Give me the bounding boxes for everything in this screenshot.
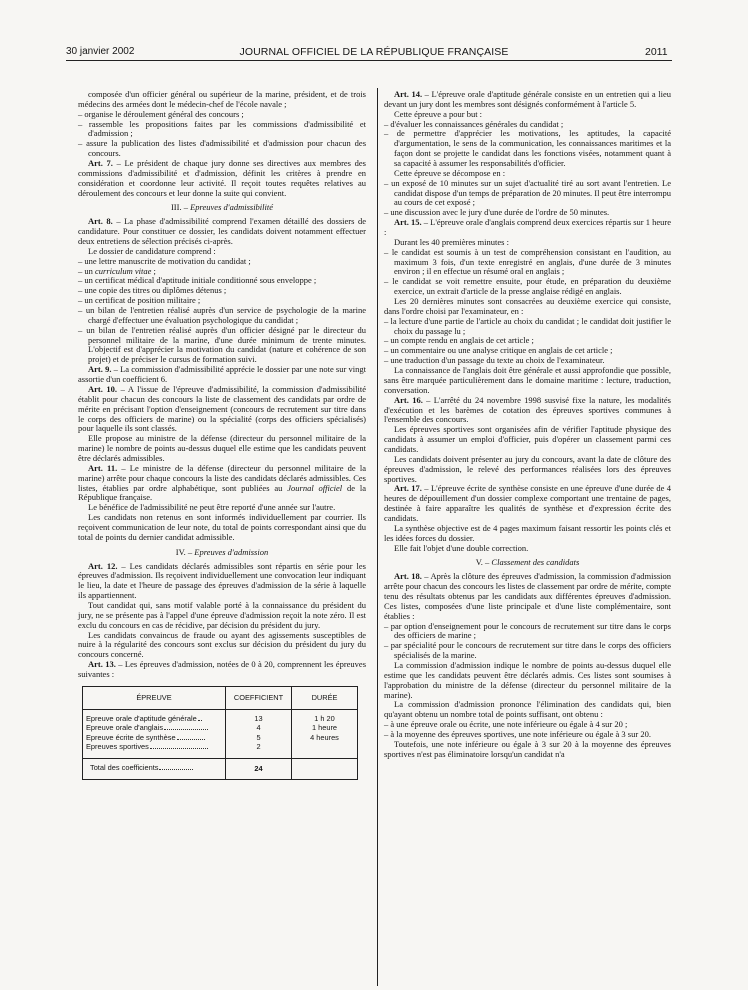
total-label: Total des coefficients bbox=[90, 764, 159, 773]
list-item: – une discussion avec le jury d'une durée de l'ordre de 50 minutes. bbox=[384, 207, 610, 218]
list-item: – le candidat se voit remettre ensuite, pour étude, en préparation du deuxième exercice, un extrait d'article de la presse anglaise rédigé en anglais. bbox=[384, 276, 671, 297]
table-header-row bbox=[83, 686, 358, 709]
total-duree-empty bbox=[292, 758, 358, 779]
paragraph: La commission d'admission prononce l'élimination des candidats qui, bien qu'ayant obtenu un nombre total de points suffisant, ont obtenu : bbox=[384, 699, 671, 720]
paragraph: Les 20 dernières minutes sont consacrées au deuxième exercice qui consiste, dans l'ordre choisi par l'examinateur, en : bbox=[384, 296, 671, 316]
paragraph: Les candidats convaincus de fraude ou ayant des agissements susceptibles de nuire à la régularité des concours sont exclus sur décision du président du jury du concours concerné. bbox=[78, 629, 366, 660]
left-column bbox=[78, 90, 366, 780]
article-17 bbox=[384, 484, 671, 523]
epreuve-name: Epreuve écrite de synthèse bbox=[86, 733, 176, 742]
paragraph: Les candidats non retenus en sont informés individuellement par courrier. Ils reçoivent communication de leur note, du total de points correspondant ainsi que du total de points du dernier candidat admissible. bbox=[78, 512, 366, 542]
article-text: – Après la clôture des épreuves d'admission, la commission d'admission arrête pour chacun des concours les listes de classement par ordre de mérite, compte tenu des résultats obtenus par les candidats aux différentes épreuves d'admission. Ces listes, composées d'une liste principale et d'une liste complémentaire, sont établies : bbox=[384, 571, 671, 621]
list-item: – un exposé de 10 minutes sur un sujet d'actualité tiré au sort avant l'entretien. Le candidat dispose d'un temps de préparation de 20 minutes. Il peut être interrompu au cours de cet exposé ; bbox=[384, 177, 671, 208]
article-text: – La phase d'admissibilité comprend l'examen détaillé des dossiers de candidature. Pour constituer ce dossier, les candidats doivent notamment effectuer deux entretiens de sélection précisés ci-après. bbox=[78, 216, 366, 247]
list-item: – un bilan de l'entretien réalisé auprès d'un officier désigné par le directeur du personnel militaire de la marine, d'une durée minimum de trente minutes. L'objectif est d'apprécier la motivation du candidat (nature et cohérence de son projet) et de préciser le cursus de formation suivi. bbox=[78, 324, 366, 365]
list-item: – d'évaluer les connaissances générales du candidat ; bbox=[384, 118, 564, 129]
list-item: – la lecture d'une partie de l'article au choix du candidat ; le candidat doit justifier le choix du passage lu ; bbox=[384, 315, 671, 336]
article-16 bbox=[384, 396, 671, 426]
article-15 bbox=[384, 218, 671, 238]
article-text: – La commission d'admissibilité apprécie le dossier par une note sur vingt assortie d'un coefficient 6. bbox=[78, 364, 366, 385]
article-12 bbox=[78, 562, 366, 601]
column-header-duree: DURÉE bbox=[292, 686, 358, 709]
duree-value: 1 heure bbox=[311, 724, 338, 733]
paragraph: Cette épreuve a pour but : bbox=[394, 108, 483, 119]
list-item: – un bilan de l'entretien réalisé auprès d'un service de psychologie de la marine chargé d'effectuer une évaluation psychologique du candidat ; bbox=[78, 305, 366, 325]
section-title: Classement des candidats bbox=[491, 557, 580, 568]
article-13 bbox=[78, 660, 366, 680]
article-label: Art. 12. bbox=[88, 560, 118, 571]
column-header-coefficient: COEFFICIENT bbox=[226, 686, 292, 709]
paragraph: composée d'un officier général ou supérieur de la marine, président, et de trois médecins des armées dont le médecin-chef de l'école navale ; bbox=[78, 89, 366, 109]
epreuve-name: Epreuve orale d'aptitude générale bbox=[86, 714, 197, 723]
article-11 bbox=[78, 464, 366, 503]
article-text: – L'arrêté du 24 novembre 1998 susvisé fixe la nature, les modalités d'exécution et les barèmes de cotation des épreuves sportives communes à l'ensemble des concours. bbox=[384, 394, 671, 425]
article-label: Art. 13. bbox=[88, 659, 116, 670]
total-value: 24 bbox=[226, 758, 292, 779]
list-item: – par option d'enseignement pour le concours de recrutement sur titre dans le corps des officiers de marine ; bbox=[384, 620, 671, 641]
journal-officiel-italic: Journal officiel bbox=[287, 482, 343, 493]
page-header bbox=[0, 0, 748, 58]
list-item: – un compte rendu en anglais de cet article ; bbox=[384, 335, 534, 346]
epreuve-name: Epreuves sportives bbox=[86, 743, 149, 752]
article-label: Art. 8. bbox=[88, 216, 113, 227]
article-label: Art. 11. bbox=[88, 462, 118, 473]
paragraph: Elle propose au ministre de la défense (directeur du personnel militaire de la marine) le nombre de points au-dessus duquel elle estime que les candidats peuvent être déclarés admissibles. bbox=[78, 433, 366, 463]
coefficient-value: 4 bbox=[256, 724, 261, 733]
coefficient-cell bbox=[226, 709, 292, 758]
article-text: – L'épreuve orale d'aptitude générale consiste en un entretien qui a lieu devant un jury dont les membres sont désignés conformément à l'article 5. bbox=[384, 89, 672, 109]
list-item: – une copie des titres ou diplômes détenus ; bbox=[78, 285, 227, 296]
article-text: de la République française. bbox=[78, 482, 366, 503]
table-body-row bbox=[83, 709, 358, 758]
article-text: – L'épreuve écrite de synthèse consiste en une épreuve d'une durée de 4 heures de dépouillement d'un dossier complexe comportant une trentaine de pages, destinée à faire apparaître les qualités de synthèse et d'expression écrite des candidats. bbox=[384, 483, 671, 523]
list-item: – par spécialité pour le concours de recrutement sur titre dans le corps des officiers spécialisés de la marine. bbox=[384, 640, 671, 661]
table-row bbox=[86, 743, 222, 753]
paragraph: Le dossier de candidature comprend : bbox=[88, 245, 216, 256]
article-text: – L'épreuve orale d'anglais comprend deux exercices répartis sur 1 heure : bbox=[384, 217, 672, 238]
article-9 bbox=[78, 365, 366, 385]
column-divider bbox=[377, 88, 378, 986]
article-label: Art. 10. bbox=[88, 383, 118, 394]
list-item: – à la moyenne des épreuves sportives, une note inférieure ou égale à 3 sur 20. bbox=[384, 729, 651, 739]
article-text: – A l'issue de l'épreuve d'admissibilité, la commission d'admissibilité établit pour chacun des concours la liste de classement des candidats par ordre de mérite en précisant l'option d'enseignement (concours de recrutement sur titre dans le corps des officiers de marine) ou la spécialité (corps des officiers spécialisés) pour laquelle ils sont classés. bbox=[78, 383, 366, 434]
list-item: – rassemble les propositions faites par les commissions d'admissibilité et d'admission ; bbox=[78, 118, 366, 139]
coefficient-value: 13 bbox=[254, 714, 263, 723]
article-text: – Les candidats déclarés admissibles sont répartis en série pour les épreuves d'admission. Ils reçoivent individuellement une convocation leur indiquant le lieu, la date et l'heure de passage des épreuves d'admission de la série à laquelle ils appartiennent. bbox=[78, 560, 366, 601]
column-header-epreuve: ÉPREUVE bbox=[83, 686, 226, 709]
list-item: – assure la publication des listes d'admissibilité et d'admission pour chacun des concours. bbox=[78, 138, 366, 159]
section-number: V. – bbox=[475, 557, 492, 568]
section-number: III. – bbox=[170, 202, 191, 213]
epreuves-table bbox=[82, 686, 358, 780]
section-number: IV. – bbox=[175, 546, 195, 557]
duree-value: 1 h 20 bbox=[314, 714, 335, 723]
paragraph: Les candidats doivent présenter au jury du concours, avant la date de clôture des épreuves d'admission, le relevé des performances réalisées lors des épreuves sportives. bbox=[384, 453, 671, 484]
list-item-suffix: ; bbox=[151, 265, 156, 276]
paragraph: Toutefois, une note inférieure ou égale à 3 sur 20 à la moyenne des épreuves sportives n'est pas éliminatoire lorsqu'un candidat n'a bbox=[384, 738, 671, 759]
header-rule bbox=[66, 60, 672, 61]
coefficient-value: 2 bbox=[256, 743, 261, 752]
article-label: Art. 9. bbox=[88, 364, 112, 375]
section-heading-4 bbox=[78, 548, 366, 558]
article-label: Art. 7. bbox=[88, 158, 113, 169]
section-heading-3 bbox=[78, 203, 366, 213]
list-item: – un certificat médical d'aptitude initiale conditionné sous enveloppe ; bbox=[78, 275, 317, 286]
list-item: – un commentaire ou une analyse critique en anglais de cet article ; bbox=[384, 345, 613, 356]
right-column bbox=[384, 90, 671, 760]
header-date: 30 janvier 2002 bbox=[66, 46, 135, 57]
paragraph: La connaissance de l'anglais doit être générale et aussi approfondie que possible, sans être marquée particulièrement dans le domaine maritime : lecture, traduction, conversation. bbox=[384, 365, 671, 395]
section-title: Epreuves d'admission bbox=[194, 546, 269, 557]
paragraph: La synthèse objective est de 4 pages maximum faisant ressortir les points clés et les idées forces du dossier. bbox=[384, 522, 671, 543]
article-label: Art. 15. bbox=[394, 217, 422, 228]
list-item: – une lettre manuscrite de motivation du candidat ; bbox=[78, 255, 251, 266]
article-label: Art. 18. bbox=[394, 571, 422, 582]
list-item: – un certificat de position militaire ; bbox=[78, 295, 201, 306]
paragraph: Durant les 40 premières minutes : bbox=[394, 236, 509, 247]
paragraph: Tout candidat qui, sans motif valable porté à la connaissance du président du jury, ne se présente pas à l'appel d'une épreuve d'admission reçoit la note zéro. Il est exclu du concours en cas de récidive, par décision du président du jury. bbox=[78, 599, 366, 630]
paragraph: Elle fait l'objet d'une double correction. bbox=[394, 542, 529, 553]
section-heading-5 bbox=[384, 558, 671, 568]
list-item-prefix: – un bbox=[78, 265, 95, 276]
article-10 bbox=[78, 385, 366, 434]
article-7 bbox=[78, 159, 366, 198]
total-row bbox=[83, 758, 358, 779]
paragraph: Le bénéfice de l'admissibilité ne peut être reporté d'une année sur l'autre. bbox=[88, 502, 336, 513]
list-item: – de permettre d'apprécier les motivations, les aptitudes, la capacité d'argumentation, le sens de la communication, les connaissances maritimes et la façon dont se projette le candidat dans les fonctions visées, notamment quant à sa capacité à assumer les responsabilités d'officier. bbox=[384, 128, 671, 169]
article-14 bbox=[384, 90, 671, 110]
paragraph: La commission d'admission indique le nombre de points au-dessus duquel elle estime que les candidats peuvent être déclarés admis. Ces listes sont soumises à l'approbation du ministre de la défense (directeur du personnel militaire de la marine). bbox=[384, 659, 671, 700]
table-row bbox=[86, 734, 222, 744]
article-label: Art. 14. bbox=[394, 89, 423, 99]
table-row bbox=[86, 724, 222, 734]
article-18 bbox=[384, 572, 671, 621]
article-8 bbox=[78, 217, 366, 247]
list-item: – organise le déroulement général des concours ; bbox=[78, 108, 244, 119]
article-label: Art. 17. bbox=[394, 483, 422, 494]
epreuve-name: Epreuve orale d'anglais bbox=[86, 724, 164, 733]
duree-value bbox=[295, 743, 354, 753]
list-item: – à une épreuve orale ou écrite, une note inférieure ou égale à 4 sur 20 ; bbox=[384, 719, 628, 730]
article-text: – Le ministre de la défense (directeur du personnel militaire de la marine) arrête pour chaque concours la liste des candidats déclarés admissibles. Ces listes, établies par ordre alphabétique, sont publiées au bbox=[78, 462, 366, 493]
total-label-cell bbox=[83, 758, 226, 779]
paragraph: Les épreuves sportives sont organisées afin de vérifier l'aptitude physique des candidats à assumer un emploi d'officier, puis d'opérer un classement parmi ces candidats. bbox=[384, 424, 671, 454]
duree-cell bbox=[292, 709, 358, 758]
epreuve-cell bbox=[83, 709, 226, 758]
header-page-number: 2011 bbox=[645, 46, 668, 58]
section-title: Epreuves d'admissibilité bbox=[190, 202, 274, 213]
table-row bbox=[86, 715, 222, 725]
list-item: – le candidat est soumis à un test de compréhension consistant en l'audition, au maximum 3 fois, d'un texte enregistré en anglais, d'une durée de 3 minutes environ ; il en effectue un résumé oral en anglais ; bbox=[384, 246, 671, 277]
duree-value: 4 heures bbox=[310, 733, 339, 742]
header-title: JOURNAL OFFICIEL DE LA RÉPUBLIQUE FRANÇAISE bbox=[239, 46, 509, 58]
list-item: – une traduction d'un passage du texte au choix de l'examinateur. bbox=[384, 355, 605, 366]
paragraph: Cette épreuve se décompose en : bbox=[394, 167, 506, 178]
article-label: Art. 16. bbox=[394, 394, 423, 405]
article-text: – Le président de chaque jury donne ses directives aux membres des commissions d'admissibilité et d'admission, définit les critères à prendre en considération et coordonne leur activité. Il reçoit toutes requêtes relatives au déroulement des concours et leur donne la suite qui convient. bbox=[78, 158, 366, 198]
list-item-italic: curriculum vitae bbox=[95, 265, 152, 276]
article-text: – Les épreuves d'admission, notées de 0 à 20, comprennent les épreuves suivantes : bbox=[78, 659, 367, 679]
coefficient-value: 5 bbox=[256, 733, 261, 742]
